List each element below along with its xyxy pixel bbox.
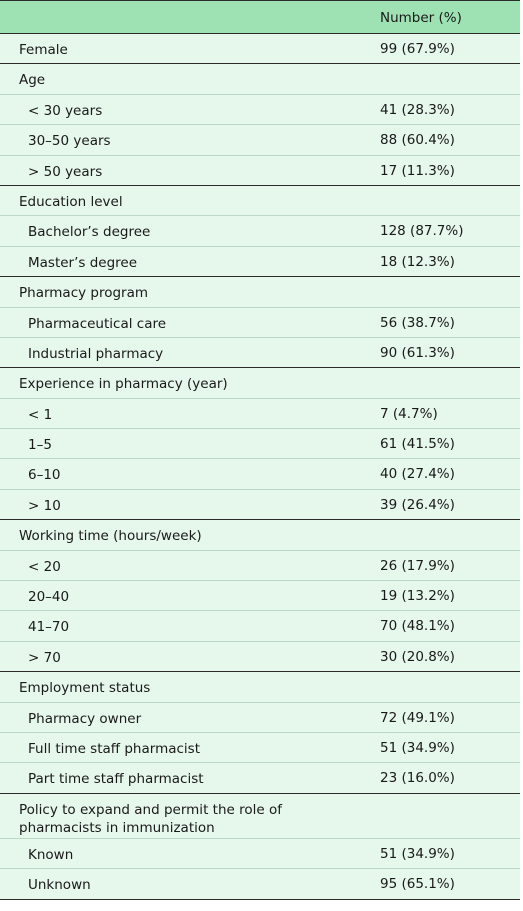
table-row — [0, 216, 520, 246]
table-row — [0, 672, 520, 702]
table-body — [0, 34, 520, 900]
row-label: Industrial pharmacy — [28, 345, 164, 362]
row-value: 72 (49.1%) — [380, 709, 455, 726]
row-label: Pharmacy owner — [28, 710, 142, 727]
row-label: > 10 — [28, 497, 61, 514]
row-label: < 30 years — [28, 102, 103, 119]
row-label: 1–5 — [28, 437, 52, 454]
row-value: 128 (87.7%) — [380, 223, 464, 240]
table-row — [0, 429, 520, 459]
table-row — [0, 399, 520, 429]
row-value: 39 (26.4%) — [380, 496, 455, 513]
row-label: Known — [28, 846, 74, 863]
row-value: 7 (4.7%) — [380, 405, 438, 422]
row-label: Age — [19, 72, 46, 89]
row-label: Master’s degree — [28, 254, 138, 271]
table-row — [0, 308, 520, 338]
row-label: Full time staff pharmacist — [28, 740, 200, 757]
table-row — [0, 34, 520, 64]
row-value: 88 (60.4%) — [380, 132, 455, 149]
table-row — [0, 703, 520, 733]
table-row — [0, 869, 520, 899]
table-row — [0, 581, 520, 611]
row-value: 51 (34.9%) — [380, 739, 455, 756]
row-value: 70 (48.1%) — [380, 618, 455, 635]
table-row — [0, 338, 520, 368]
row-value: 90 (61.3%) — [380, 344, 455, 361]
row-value: 23 (16.0%) — [380, 770, 455, 787]
row-value: 95 (65.1%) — [380, 876, 455, 893]
header-col2: Number (%) — [380, 10, 462, 26]
row-value: 61 (41.5%) — [380, 436, 455, 453]
row-value: 51 (34.9%) — [380, 845, 455, 862]
table-header — [0, 0, 520, 34]
row-label: Employment status — [19, 680, 151, 697]
row-label: Pharmacy program — [19, 285, 149, 302]
row-label: > 50 years — [28, 163, 103, 180]
row-value: 17 (11.3%) — [380, 162, 455, 179]
table-row — [0, 794, 520, 839]
row-value: 19 (13.2%) — [380, 588, 455, 605]
row-label: < 1 — [28, 406, 53, 423]
table-row — [0, 733, 520, 763]
table-row — [0, 277, 520, 307]
table-row — [0, 368, 520, 398]
row-label: Education level — [19, 193, 123, 210]
table-row — [0, 551, 520, 581]
table-row — [0, 611, 520, 641]
row-label: Working time (hours/week) — [19, 528, 202, 545]
table-row — [0, 95, 520, 125]
row-value: 56 (38.7%) — [380, 314, 455, 331]
table-row — [0, 459, 520, 489]
row-label: Policy to expand and permit the role of pharmacists in immunization — [19, 801, 282, 836]
table-row — [0, 763, 520, 793]
row-value: 30 (20.8%) — [380, 648, 455, 665]
row-label: Pharmaceutical care — [28, 315, 167, 332]
row-value: 18 (12.3%) — [380, 253, 455, 270]
table-row — [0, 125, 520, 155]
row-label: 30–50 years — [28, 133, 111, 150]
table-row — [0, 64, 520, 94]
row-value: 41 (28.3%) — [380, 101, 455, 118]
table-row — [0, 490, 520, 520]
row-label: 20–40 — [28, 589, 70, 606]
row-label: 6–10 — [28, 467, 61, 484]
table-row — [0, 247, 520, 277]
row-value: 99 (67.9%) — [380, 41, 455, 57]
row-value: 26 (17.9%) — [380, 557, 455, 574]
table-row — [0, 186, 520, 216]
row-label: Bachelor’s degree — [28, 224, 151, 241]
table-row — [0, 156, 520, 186]
row-value: 40 (27.4%) — [380, 466, 455, 483]
row-label: Experience in pharmacy (year) — [19, 376, 228, 393]
row-label: Part time staff pharmacist — [28, 771, 204, 788]
row-label: Female — [19, 42, 68, 58]
row-label: Unknown — [28, 877, 91, 894]
table-row — [0, 839, 520, 869]
row-label: > 70 — [28, 649, 61, 666]
table-row — [0, 520, 520, 550]
row-label: < 20 — [28, 558, 61, 575]
table-row — [0, 642, 520, 672]
row-label: 41–70 — [28, 619, 70, 636]
